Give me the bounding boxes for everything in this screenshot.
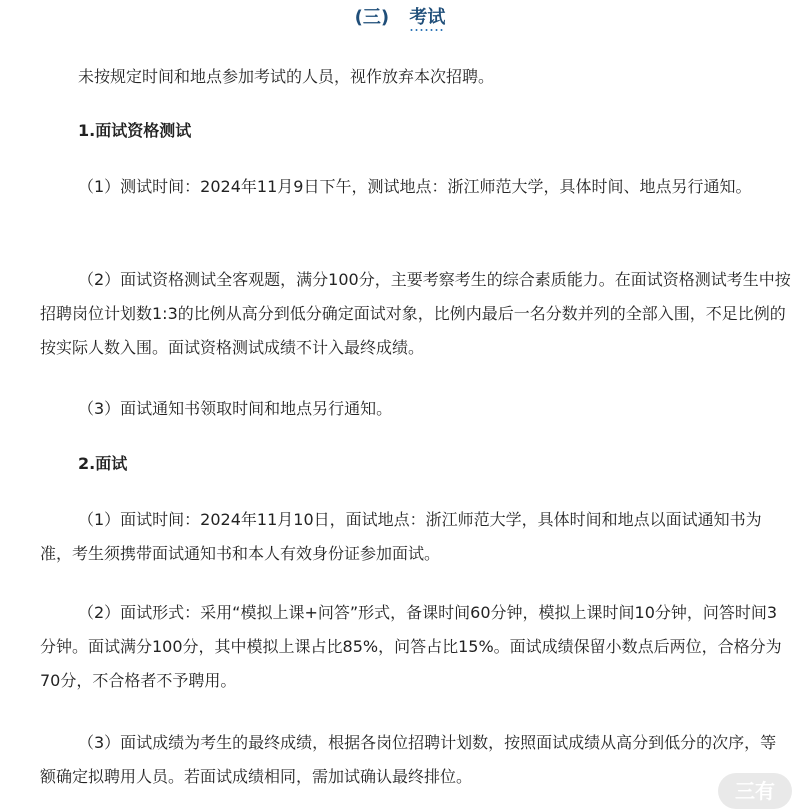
section-number: (三) bbox=[354, 7, 390, 28]
part2-heading: 2.面试 bbox=[78, 454, 128, 473]
part1-item-1-text: （1）测试时间：2024年11月9日下午，测试地点：浙江师范大学，具体时间、地点另行通知。 bbox=[78, 177, 752, 196]
part2-item-2-text: （2）面试形式：采用“模拟上课+问答”形式，备课时间60分钟，模拟上课时间10分钟，问答时间3分钟。面试满分100分，其中模拟上课占比85%，问答占比15%。面试成绩保留小数点后两位，合格分为70分，不合格者不予聘用。 bbox=[40, 603, 782, 690]
part2-item-2 bbox=[40, 596, 792, 698]
part1-item-1 bbox=[40, 170, 792, 204]
part1-item-3-text: （3）面试通知书领取时间和地点另行通知。 bbox=[78, 399, 393, 418]
section-title: 考试 bbox=[409, 7, 446, 28]
part1-item-3 bbox=[40, 392, 792, 426]
part2-item-1 bbox=[40, 503, 792, 571]
part1-item-2 bbox=[40, 263, 792, 365]
part1-item-2-text: （2）面试资格测试全客观题，满分100分，主要考察考生的综合素质能力。在面试资格测试考生中按招聘岗位计划数1:3的比例从高分到低分确定面试对象，比例内最后一名分数并列的全部入围，不足比例的按实际人数入围。面试资格测试成绩不计入最终成绩。 bbox=[40, 270, 791, 357]
section-heading bbox=[0, 4, 800, 32]
part1-heading: 1.面试资格测试 bbox=[78, 121, 192, 140]
part2-item-3 bbox=[40, 726, 792, 794]
section-title-wrap bbox=[409, 4, 445, 32]
part2-item-1-text: （1）面试时间：2024年11月10日，面试地点：浙江师范大学，具体时间和地点以面试通知书为准，考生须携带面试通知书和本人有效身份证参加面试。 bbox=[40, 510, 762, 563]
title-dotted-underline bbox=[409, 29, 445, 31]
part2-item-3-text: （3）面试成绩为考生的最终成绩，根据各岗位招聘计划数，按照面试成绩从高分到低分的次序，等额确定拟聘用人员。若面试成绩相同，需加试确认最终排位。 bbox=[40, 733, 777, 786]
intro-paragraph: 未按规定时间和地点参加考试的人员，视作放弃本次招聘。 bbox=[78, 67, 495, 86]
watermark-logo: 三有 bbox=[718, 773, 792, 809]
